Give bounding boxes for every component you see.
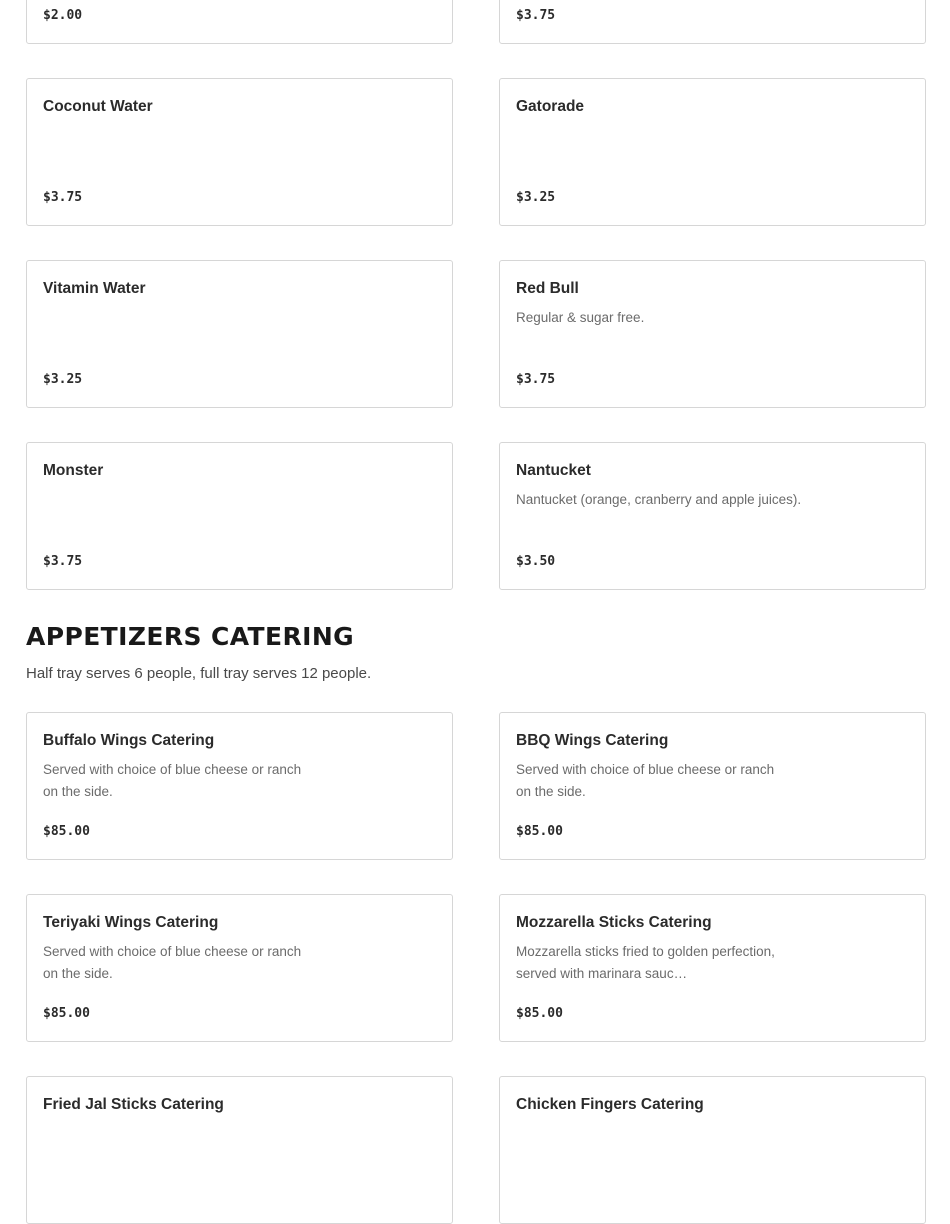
item-name: Monster — [43, 462, 104, 479]
menu-item-card[interactable] — [26, 1076, 453, 1224]
item-name: Coconut Water — [43, 98, 153, 115]
menu-item-card[interactable] — [499, 78, 926, 226]
section-description: Half tray serves 6 people, full tray serves 12 people. — [26, 665, 372, 682]
item-price: $3.75 — [43, 554, 83, 569]
item-name: Chicken Fingers Catering — [516, 1096, 704, 1113]
item-description: Served with choice of blue cheese or ranch on the side. — [43, 762, 302, 799]
section-title: APPETIZERS CATERING — [26, 622, 355, 651]
item-price: $3.75 — [516, 372, 556, 387]
menu-item-card[interactable] — [26, 0, 453, 44]
item-description: Mozzarella sticks fried to golden perfection, served with marinara sauc… — [516, 944, 775, 981]
item-name: Gatorade — [516, 98, 585, 115]
item-price: $2.00 — [43, 8, 83, 23]
item-name: Teriyaki Wings Catering — [43, 914, 219, 931]
item-name: Mozzarella Sticks Catering — [516, 914, 712, 931]
menu-item-card[interactable] — [26, 712, 453, 860]
item-name: Vitamin Water — [43, 280, 146, 297]
menu-item-card[interactable] — [499, 712, 926, 860]
menu-item-card[interactable] — [26, 260, 453, 408]
item-price: $3.50 — [516, 554, 556, 569]
item-name: Buffalo Wings Catering — [43, 732, 215, 749]
item-price: $85.00 — [43, 1006, 90, 1021]
item-description: Nantucket (orange, cranberry and apple juices). — [516, 492, 802, 507]
item-price: $3.75 — [516, 8, 556, 23]
item-price: $3.25 — [516, 190, 556, 205]
menu-item-card[interactable] — [499, 260, 926, 408]
menu-item-card[interactable] — [26, 442, 453, 590]
item-name: BBQ Wings Catering — [516, 732, 669, 749]
menu-item-card[interactable] — [499, 894, 926, 1042]
menu-item-card[interactable] — [499, 1076, 926, 1224]
item-price: $3.75 — [43, 190, 83, 205]
item-price: $3.25 — [43, 372, 83, 387]
item-price: $85.00 — [516, 824, 563, 839]
item-description: Served with choice of blue cheese or ranch on the side. — [43, 944, 302, 981]
item-price: $85.00 — [43, 824, 90, 839]
menu-item-card[interactable] — [499, 442, 926, 590]
item-price: $85.00 — [516, 1006, 563, 1021]
menu-item-card[interactable] — [26, 78, 453, 226]
menu-item-card[interactable] — [499, 0, 926, 44]
item-description: Regular & sugar free. — [516, 310, 645, 325]
item-name: Fried Jal Sticks Catering — [43, 1096, 224, 1113]
item-name: Nantucket — [516, 462, 591, 479]
item-name: Red Bull — [516, 280, 579, 297]
item-description: Served with choice of blue cheese or ranch on the side. — [516, 762, 775, 799]
menu-item-card[interactable] — [26, 894, 453, 1042]
